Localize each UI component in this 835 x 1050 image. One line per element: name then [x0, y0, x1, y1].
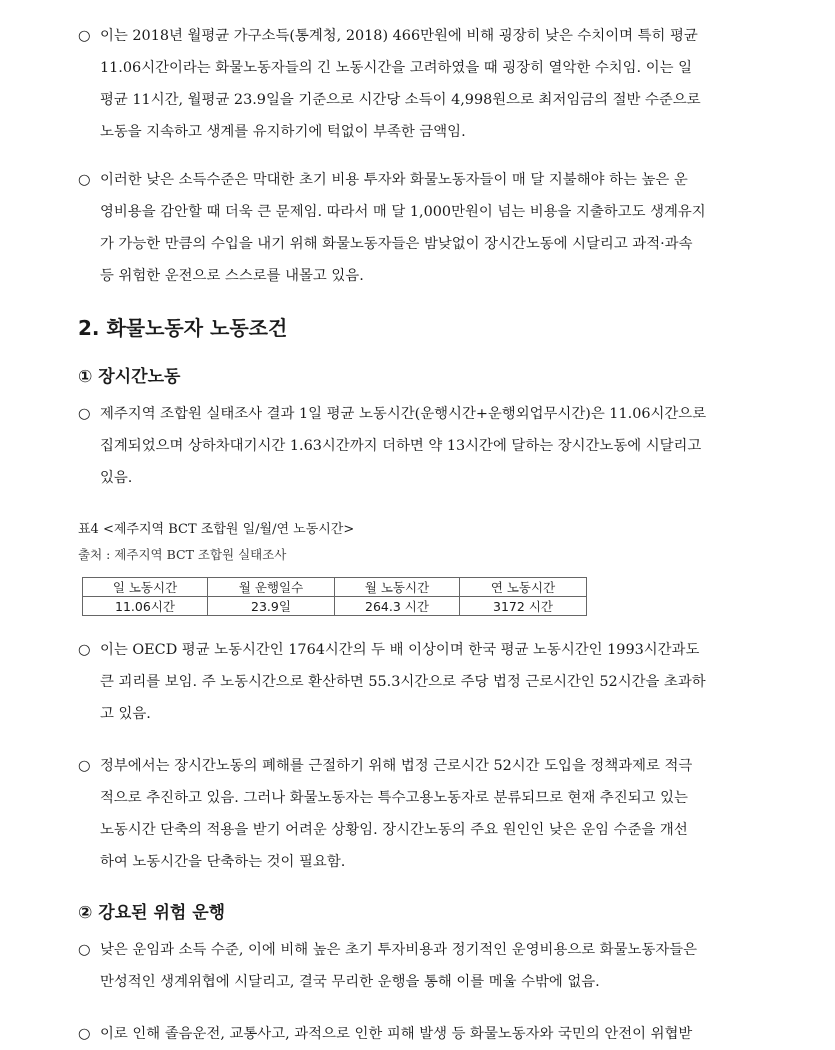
paragraph-oecd-comparison [78, 634, 758, 730]
bullet-circle-icon: ○ [78, 942, 91, 958]
paragraph-line: 평균 11시간, 월평균 23.9일을 기준으로 시간당 소득이 4,998원으로 최저임금의 절반 수준으로 [100, 92, 701, 108]
table-caption: 표4 <제주지역 BCT 조합원 일/월/연 노동시간> [78, 522, 355, 537]
section-heading: 2. 화물노동자 노동조건 [78, 316, 288, 340]
paragraph-line: 가 가능한 만큼의 수입을 내기 위해 화물노동자들은 밤낮없이 장시간노동에 시달리고 과적·과속 [100, 236, 693, 252]
table-source: 출처 : 제주지역 BCT 조합원 실태조사 [78, 547, 287, 562]
table-cell: 3172 시간 [460, 597, 587, 616]
paragraph-line: 낮은 운임과 소득 수준, 이에 비해 높은 초기 투자비용과 정기적인 운영비용으로 화물노동자들은 [100, 942, 698, 958]
paragraph-line: 이는 2018년 월평균 가구소득(통계청, 2018) 466만원에 비해 굉장히 낮은 수치이며 특히 평균 [100, 28, 698, 44]
subsection-heading-forced-risk: ② 강요된 위험 운행 [78, 903, 226, 923]
subsection-heading-long-hours: ① 장시간노동 [78, 367, 181, 387]
table-row [83, 597, 587, 616]
paragraph-line: 큰 괴리를 보임. 주 노동시간으로 환산하면 55.3시간으로 주당 법정 근로시간인 52시간을 초과하 [100, 674, 706, 690]
table-cell: 11.06시간 [83, 597, 208, 616]
paragraph-line: 만성적인 생계위협에 시달리고, 결국 무리한 운행을 통해 이를 메울 수밖에 없음. [100, 974, 600, 990]
bullet-circle-icon: ○ [78, 642, 91, 658]
paragraph-line: 노동을 지속하고 생계를 유지하기에 턱없이 부족한 금액임. [100, 124, 466, 140]
paragraph-income-comparison [78, 20, 758, 148]
paragraph-line: 적으로 추진하고 있음. 그러나 화물노동자는 특수고용노동자로 분류되므로 현재 추진되고 있는 [100, 790, 688, 806]
paragraph-operating-costs [78, 164, 758, 292]
bullet-circle-icon: ○ [78, 1026, 91, 1042]
table-header-cell: 일 노동시간 [83, 578, 208, 597]
table-header-row [83, 578, 587, 597]
table-header-cell: 월 운행일수 [208, 578, 335, 597]
paragraph-line: 등 위험한 운전으로 스스로를 내몰고 있음. [100, 268, 364, 284]
paragraph-line: 노동시간 단축의 적용을 받기 어려운 상황임. 장시간노동의 주요 원인인 낮은 운임 수준을 개선 [100, 822, 688, 838]
paragraph-line: 이러한 낮은 소득수준은 막대한 초기 비용 투자와 화물노동자들이 매 달 지불해야 하는 높은 운 [100, 172, 688, 188]
bullet-circle-icon: ○ [78, 28, 91, 44]
table-cell: 264.3 시간 [335, 597, 460, 616]
bullet-circle-icon: ○ [78, 758, 91, 774]
paragraph-line: 집계되었으며 상하차대기시간 1.63시간까지 더하면 약 13시간에 달하는 장시간노동에 시달리고 [100, 438, 702, 454]
paragraph-government-policy [78, 750, 758, 878]
table-cell: 23.9일 [208, 597, 335, 616]
table-header-cell: 월 노동시간 [335, 578, 460, 597]
paragraph-line: 정부에서는 장시간노동의 폐해를 근절하기 위해 법정 근로시간 52시간 도입을 정책과제로 적극 [100, 758, 693, 774]
paragraph-line: 11.06시간이라는 화물노동자들의 긴 노동시간을 고려하였을 때 굉장히 열악한 수치임. 이는 일 [100, 60, 692, 76]
paragraph-line: 이로 인해 졸음운전, 교통사고, 과적으로 인한 피해 발생 등 화물노동자와 국민의 안전이 위협받 [100, 1026, 693, 1042]
paragraph-line: 있음. [100, 470, 133, 486]
paragraph-line: 하여 노동시간을 단축하는 것이 필요함. [100, 854, 346, 870]
bullet-circle-icon: ○ [78, 172, 91, 188]
paragraph-line: 영비용을 감안할 때 더욱 큰 문제임. 따라서 매 달 1,000만원이 넘는 비용을 지출하고도 생계유지 [100, 204, 706, 220]
paragraph-survey-hours [78, 398, 758, 494]
bullet-circle-icon: ○ [78, 406, 91, 422]
paragraph-line: 고 있음. [100, 706, 151, 722]
paragraph-low-freight-rates [78, 934, 758, 998]
paragraph-line: 이는 OECD 평균 노동시간인 1764시간의 두 배 이상이며 한국 평균 노동시간인 1993시간과도 [100, 642, 700, 658]
paragraph-line: 제주지역 조합원 실태조사 결과 1일 평균 노동시간(운행시간+운행외업무시간)은 11.06시간으로 [100, 406, 707, 422]
working-hours-table [82, 577, 587, 616]
paragraph-safety-threat [78, 1018, 758, 1050]
table-header-cell: 연 노동시간 [460, 578, 587, 597]
